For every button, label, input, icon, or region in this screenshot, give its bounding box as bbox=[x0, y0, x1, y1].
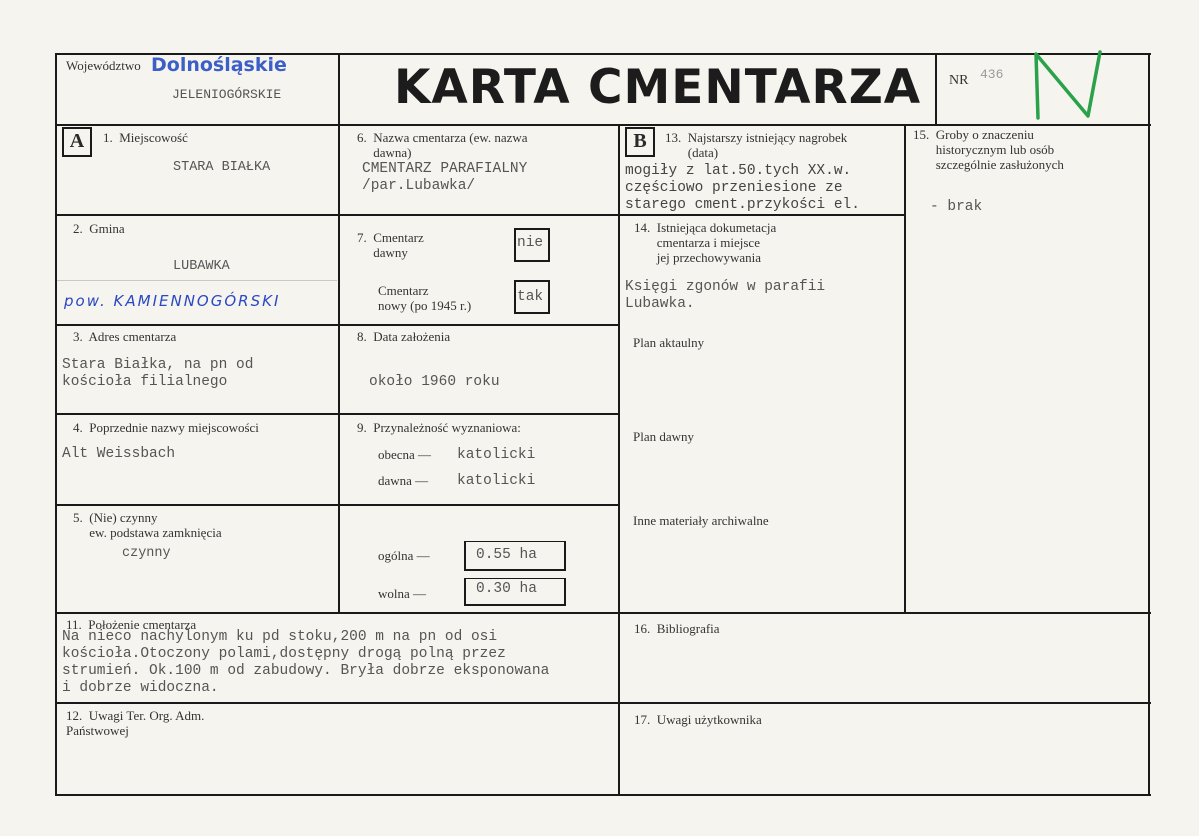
nr-mark-glyph bbox=[1030, 50, 1105, 122]
col-vline-2 bbox=[618, 124, 620, 796]
section-a-letter: A bbox=[69, 130, 85, 152]
f9-obecna-value: katolicki bbox=[457, 447, 536, 463]
f5-label: 5. (Nie) czynny ew. podstawa zamknięcia bbox=[73, 510, 222, 540]
wojewodztwo-typed: JELENIOGÓRSKIE bbox=[172, 87, 282, 102]
hline-a6 bbox=[55, 702, 1151, 704]
f7-dawny-box bbox=[514, 228, 550, 262]
f9-label: 9. Przynależność wyznaniowa: bbox=[357, 420, 521, 435]
header-divider bbox=[55, 124, 1151, 126]
f2-label: 2. Gmina bbox=[73, 221, 125, 236]
area-wolna-box bbox=[464, 578, 566, 606]
nr-value: 436 bbox=[980, 67, 1004, 82]
f4-label: 4. Poprzednie nazwy miejscowości bbox=[73, 420, 259, 435]
f7-nowy-value: tak bbox=[517, 289, 544, 305]
f3-label: 3. Adres cmentarza bbox=[73, 329, 177, 344]
wojewodztwo-label: Województwo bbox=[66, 58, 141, 73]
f14-label: 14. Istniejąca dokumetacja cmentarza i miejsce jej przechowywania bbox=[634, 220, 777, 265]
f15-label: 15. Groby o znaczeniu historycznym lub osób szczególnie zasłużonych bbox=[913, 127, 1064, 172]
hline-b1 bbox=[618, 214, 906, 216]
area-wolna-left-edge bbox=[464, 578, 466, 605]
section-b-letter: B bbox=[633, 130, 647, 152]
f1-label: 1. Miejscowość bbox=[103, 130, 188, 145]
area-wolna-label: wolna — bbox=[378, 586, 427, 601]
page-title: KARTA CMENTARZA bbox=[394, 60, 922, 115]
section-a-letter-box bbox=[62, 127, 92, 157]
f8-value: około 1960 roku bbox=[369, 374, 500, 390]
plan-dawny: Plan dawny bbox=[633, 429, 695, 444]
f12-label: 12. Uwagi Ter. Org. Adm. Państwowej bbox=[66, 708, 205, 738]
hline-a4 bbox=[55, 504, 619, 506]
frame-left-line bbox=[55, 53, 57, 796]
f7-dawny-label: 7. Cmentarz dawny bbox=[357, 230, 424, 260]
f4-value: Alt Weissbach bbox=[62, 446, 176, 462]
f15-value: - brak bbox=[930, 199, 983, 215]
hline-a3 bbox=[55, 413, 619, 415]
f14-value: Księgi zgonów w parafii Lubawka. bbox=[625, 279, 826, 312]
hline-a2 bbox=[55, 324, 619, 326]
col-vline-3 bbox=[904, 124, 906, 614]
frame-bottom-line bbox=[55, 794, 1151, 796]
section-b-letter-box bbox=[625, 127, 655, 157]
f2-value: LUBAWKA bbox=[173, 259, 230, 274]
f11-value: Na nieco nachylonym ku pd stoku,200 m na pn od osi kościoła.Otoczony polami,dostępny drogą polną przez strumień. Ok.100 m od zabudowy. Bryła dobrze eksponowana i dobrze widoczna. bbox=[62, 629, 550, 696]
f9-dawna-label: dawna — bbox=[378, 473, 429, 488]
f11-label: 11. Położenie cmentarza bbox=[66, 617, 197, 632]
hline-a5 bbox=[55, 612, 1151, 614]
header-vline-2 bbox=[935, 53, 937, 125]
f7-dawny-value: nie bbox=[517, 235, 544, 251]
inne-materialy: Inne materiały archiwalne bbox=[633, 513, 769, 528]
f2-underline bbox=[57, 280, 337, 281]
f2-handwritten: pow. KAMIENNOGÓRSKI bbox=[64, 292, 281, 310]
area-ogolna-box bbox=[464, 541, 566, 571]
f3-value: Stara Białka, na pn od kościoła filialnego bbox=[62, 357, 254, 390]
f13-value: mogiły z lat.50.tych XX.w. częściowo przeniesione ze starego cment.przykości el. bbox=[625, 163, 860, 213]
hline-a1 bbox=[55, 214, 619, 216]
col-vline-1 bbox=[338, 124, 340, 612]
header-vline-1 bbox=[338, 53, 340, 125]
f7-nowy-label: Cmentarz nowy (po 1945 r.) bbox=[378, 283, 472, 313]
area-ogolna-label: ogólna — bbox=[378, 548, 430, 563]
plan-aktualny: Plan aktaulny bbox=[633, 335, 705, 350]
f9-obecna-label: obecna — bbox=[378, 447, 432, 462]
area-wolna-value: 0.30 ha bbox=[476, 581, 537, 597]
f16-label: 16. Bibliografia bbox=[634, 621, 720, 636]
nr-label: NR bbox=[949, 73, 969, 88]
f6-label: 6. Nazwa cmentarza (ew. nazwa dawna) bbox=[357, 130, 528, 160]
f8-label: 8. Data założenia bbox=[357, 329, 451, 344]
f7-nowy-box bbox=[514, 280, 550, 314]
f1-value: STARA BIAŁKA bbox=[173, 160, 271, 175]
f17-label: 17. Uwagi użytkownika bbox=[634, 712, 762, 727]
area-ogolna-left-edge bbox=[464, 541, 466, 570]
f6-value: CMENTARZ PARAFIALNY /par.Lubawka/ bbox=[362, 161, 528, 194]
f9-dawna-value: katolicki bbox=[457, 473, 536, 489]
wojewodztwo-stamp: Dolnośląskie bbox=[151, 54, 287, 76]
area-ogolna-value: 0.55 ha bbox=[476, 547, 537, 563]
nr-mark bbox=[1030, 50, 1105, 122]
f13-label: 13. Najstarszy istniejący nagrobek (data) bbox=[665, 130, 848, 160]
frame-right-line bbox=[1148, 53, 1150, 796]
f5-value: czynny bbox=[122, 546, 171, 561]
